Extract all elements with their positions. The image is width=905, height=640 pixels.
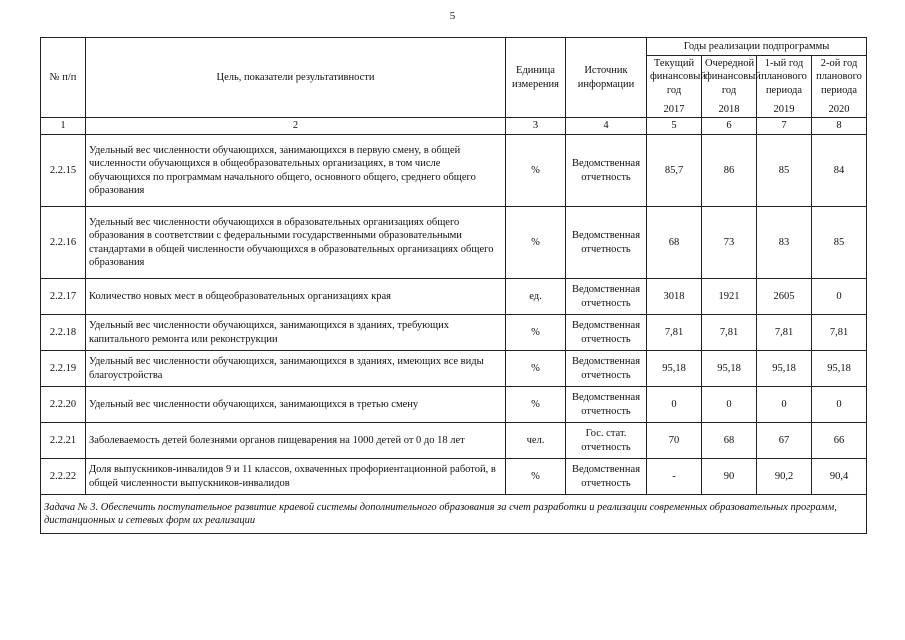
row-value-2020: 7,81 [812,315,867,351]
row-source: Ведомственная отчетность [566,135,647,207]
header-year-value: 2019 [773,103,795,115]
column-number: 4 [566,118,647,135]
row-value-2017: 68 [647,207,702,279]
row-source: Ведомственная отчетность [566,207,647,279]
header-source: Источник информации [566,38,647,118]
row-value-2017: 3018 [647,279,702,315]
row-unit: % [506,459,566,495]
row-number: 2.2.19 [41,351,86,387]
header-year-value: 2018 [718,103,740,115]
row-value-2019: 90,2 [757,459,812,495]
row-value-2019: 2605 [757,279,812,315]
table-row [41,459,867,495]
table-row [41,315,867,351]
header-year-label: 2-ой год планового периода [816,58,862,96]
header-goal: Цель, показатели результативности [86,38,506,118]
row-number: 2.2.18 [41,315,86,351]
header-num: № п/п [41,38,86,118]
header-year-label: 1-ый год планового периода [761,58,807,96]
header-years-group: Годы реализации подпрограммы [647,38,867,56]
indicators-table [40,37,867,534]
table-row [41,279,867,315]
row-value-2018: 7,81 [702,315,757,351]
row-number: 2.2.17 [41,279,86,315]
table-row [41,135,867,207]
column-number: 2 [86,118,506,135]
row-value-2018: 90 [702,459,757,495]
row-indicator-text: Удельный вес численности обучающихся, занимающихся в третью смену [86,387,506,423]
row-source: Ведомственная отчетность [566,279,647,315]
row-unit: % [506,387,566,423]
table-row [41,423,867,459]
table-row [41,351,867,387]
row-value-2020: 0 [812,387,867,423]
row-source: Ведомственная отчетность [566,315,647,351]
page-number: 5 [449,10,456,22]
header-year-value: 2017 [663,103,685,115]
header-year-label: Очередной финансовый год [705,58,761,96]
row-value-2020: 95,18 [812,351,867,387]
row-value-2018: 73 [702,207,757,279]
row-unit: % [506,351,566,387]
row-value-2017: 0 [647,387,702,423]
header-year-col [757,56,812,118]
table-row [41,207,867,279]
row-value-2019: 95,18 [757,351,812,387]
row-number: 2.2.15 [41,135,86,207]
row-number: 2.2.20 [41,387,86,423]
column-number: 1 [41,118,86,135]
row-value-2019: 85 [757,135,812,207]
column-numbers-row [41,118,867,135]
row-value-2019: 0 [757,387,812,423]
row-indicator-text: Удельный вес численности обучающихся, занимающихся в первую смену, в общей численности обучающихся в общеобразовательных организациях, в том числе обучающихся по программам начального общего, основного общего, среднего общего образования [86,135,506,207]
column-number: 8 [812,118,867,135]
row-value-2018: 68 [702,423,757,459]
row-indicator-text: Удельный вес численности обучающихся, занимающихся в зданиях, имеющих все виды благоустройства [86,351,506,387]
row-source: Ведомственная отчетность [566,459,647,495]
row-unit: % [506,207,566,279]
row-value-2019: 67 [757,423,812,459]
row-value-2017: 85,7 [647,135,702,207]
row-source: Гос. стат. отчетность [566,423,647,459]
row-indicator-text: Количество новых мест в общеобразовательных организациях края [86,279,506,315]
column-number: 3 [506,118,566,135]
task-text: Задача № 3. Обеспечить поступательное развитие краевой системы дополнительного образования за счет разработки и реализации современных образовательных программ, дистанционных и сетевых форм их реализации [41,495,867,534]
row-value-2017: 70 [647,423,702,459]
row-value-2018: 0 [702,387,757,423]
row-value-2017: 7,81 [647,315,702,351]
row-indicator-text: Удельный вес численности обучающихся, занимающихся в зданиях, требующих капитального ремонта или реконструкции [86,315,506,351]
task-row [41,495,867,534]
row-value-2020: 84 [812,135,867,207]
column-number: 6 [702,118,757,135]
row-value-2017: - [647,459,702,495]
row-value-2018: 86 [702,135,757,207]
row-value-2020: 90,4 [812,459,867,495]
row-value-2019: 7,81 [757,315,812,351]
row-unit: чел. [506,423,566,459]
row-value-2020: 85 [812,207,867,279]
column-number: 5 [647,118,702,135]
header-year-col [702,56,761,118]
row-number: 2.2.21 [41,423,86,459]
row-indicator-text: Доля выпускников-инвалидов 9 и 11 классов, охваченных профориентационной работой, в общей численности выпускников-инвалидов [86,459,506,495]
column-number: 7 [757,118,812,135]
row-indicator-text: Заболеваемость детей болезнями органов пищеварения на 1000 детей от 0 до 18 лет [86,423,506,459]
header-unit: Единица измерения [506,38,566,118]
row-value-2019: 83 [757,207,812,279]
header-year-label: Текущий финансовый год [650,58,706,96]
row-unit: % [506,315,566,351]
row-unit: % [506,135,566,207]
row-unit: ед. [506,279,566,315]
header-year-col [647,56,706,118]
row-value-2020: 66 [812,423,867,459]
row-source: Ведомственная отчетность [566,387,647,423]
row-value-2020: 0 [812,279,867,315]
row-indicator-text: Удельный вес численности обучающихся в образовательных организациях общего образования в соответствии с федеральными государственными образовательными стандартами в общей численности обучающихся в образовательных организациях общего образования [86,207,506,279]
row-number: 2.2.16 [41,207,86,279]
row-value-2018: 1921 [702,279,757,315]
row-value-2017: 95,18 [647,351,702,387]
header-year-value: 2020 [828,103,850,115]
header-year-col [812,56,867,118]
row-value-2018: 95,18 [702,351,757,387]
table-row [41,387,867,423]
row-number: 2.2.22 [41,459,86,495]
row-source: Ведомственная отчетность [566,351,647,387]
